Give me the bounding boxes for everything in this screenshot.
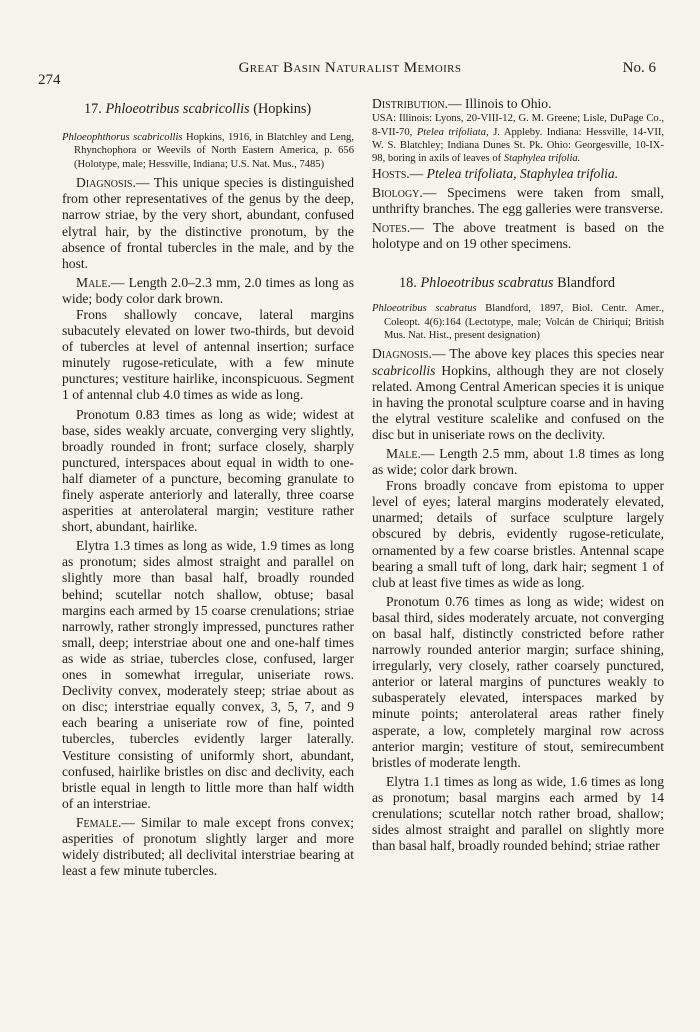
heading-number: 17. — [84, 101, 102, 117]
hosts-text: Ptelea trifoliata, Staphylea trifolia. — [426, 165, 619, 181]
left-column — [62, 100, 354, 879]
heading-species: Phloeotribus scabratus — [420, 275, 554, 292]
issue-number: No. 6 — [622, 60, 656, 76]
diagnosis-label: Diagnosis.— — [372, 346, 446, 362]
heading-species: Phloeotribus scabricollis — [105, 101, 250, 117]
male-paragraph — [372, 446, 664, 478]
male-label: Male.— — [76, 274, 125, 290]
heading-author: (Hopkins) — [253, 101, 312, 117]
male-text: Length 2.0–2.3 mm, 2.0 times as long as wide; body color dark brown. — [62, 274, 354, 306]
running-title: Great Basin Naturalist Memoirs — [238, 60, 462, 76]
heading-number: 18. — [399, 275, 417, 292]
diagnosis-text-a: The above key places this species near — [449, 346, 664, 362]
synonym-citation: Hopkins, 1916, in Blatchley and Leng, Rhynchophora or Weevils of North Eastern America, p. 656 (Holotype, male; Hessville, Indiana; U.S. Nat. Mus., 7485) — [74, 132, 354, 170]
right-column — [372, 96, 665, 854]
page-number: 274 — [38, 72, 61, 88]
hosts-label: Hosts.— — [372, 165, 424, 181]
distribution-label: Distribution.— — [372, 96, 462, 111]
synonymy — [372, 302, 664, 342]
species-heading-17 — [84, 100, 354, 119]
female-label: Female.— — [76, 814, 135, 830]
running-header — [0, 58, 700, 86]
distribution-records — [372, 112, 664, 166]
pronotum-paragraph: Pronotum 0.83 times as long as wide; widest at base, sides weakly arcuate, converging very slightly, broadly rounded in front; surface closely, sharply punctured, interspaces about equal in width to one-half diameter of a puncture, becoming granulate to finely asperate anteriorly and laterally, three coarse asperities at anterolateral margin; vestiture rather short, abundant, hairlike. — [62, 406, 354, 535]
synonymy — [62, 131, 354, 171]
synonym-name: Phloeophthorus scabricollis — [62, 132, 183, 143]
synonym-citation: Blandford, 1897, Biol. Centr. Amer., Coleopt. 4(6):164 (Lectotype, male; Volcán de Chiriquí; British Mus. Nat. Hist., present designation) — [384, 303, 664, 341]
dist-records-b: J. Appleby. Indiana: Hessville, 14-VII, W. S. Blatchley; Indiana Dunes St. Pk. Ohio: Georgesville, 10-IX-98, boring in axils of leaves of — [372, 126, 665, 165]
diagnosis-paragraph — [372, 346, 664, 443]
dist-host-a: Ptelea trifoliata, — [416, 126, 489, 138]
distribution-paragraph — [372, 96, 664, 112]
female-paragraph — [62, 815, 354, 879]
female-text: Similar to male except frons convex; asperities of pronotum slightly larger and more widely distributed; all declivital interstriae bearing at least a few minute tubercles. — [62, 814, 354, 879]
dist-host-b: Staphylea trifolia. — [503, 153, 581, 165]
biology-text: Specimens were taken from small, unthrifty branches. The egg galleries were transverse. — [372, 184, 664, 216]
species-heading-18 — [399, 274, 664, 293]
notes-text: The above treatment is based on the holotype and on 19 other specimens. — [372, 220, 665, 252]
frons-paragraph: Frons broadly concave from epistoma to upper level of eyes; lateral margins moderately elevated, unarmed; details of surface sculpture largely obscured by debris, evidently rugose-reticulate, ornamented by a few coarse bristles. Antennal scape bearing a small tuft of long, dark hair; segment 1 of club at least five times as wide as long. — [372, 478, 664, 590]
elytra-paragraph: Elytra 1.1 times as long as wide, 1.6 times as long as pronotum; basal margins each armed by 14 crenulations; scutellar notch rather broad, shallow; sides almost straight and parallel on slightly more than basal half, broadly rounded behind; striae rather — [372, 773, 664, 854]
synonym-name: Phloeotribus scabratus — [372, 303, 477, 315]
biology-label: Biology.— — [372, 184, 437, 200]
pronotum-paragraph: Pronotum 0.76 times as long as wide; widest on basal third, sides moderately arcuate, not converging on basal half, distinctly constricted before rather narrowly rounded anterior margin; surface shining, irregularly, very closely, rather coarsely punctured, anterior or lateral margins of punctures weakly to subasperately elevated, interspaces marked by minute points; anterolateral areas rather finely asperate, a low, completely marginal row across anterior margin; vestiture of stout, semirecumbent bristles of moderate length. — [372, 593, 664, 770]
diagnosis-text: This unique species is distinguished from other representatives of the genus by the deep, narrow striae, by the very short, abundant, confused elytral hair, by the distinctive pronotum, by the absence of frontal tubercles in the male, and by the host. — [62, 175, 354, 271]
diagnosis-species: scabricollis — [372, 362, 436, 378]
heading-author: Blandford — [557, 275, 616, 292]
male-paragraph — [62, 275, 354, 307]
hosts-paragraph — [372, 166, 664, 182]
frons-paragraph: Frons shallowly concave, lateral margins subacutely elevated on lower two-thirds, but devoid of tubercles at level of antennal insertion; surface minutely rugose-reticulate, with a few minute punctures; vestiture hairlike, inconspicuous. Segment 1 of antennal club 4.0 times as wide as long. — [62, 306, 354, 403]
male-label: Male.— — [386, 445, 435, 461]
notes-paragraph — [372, 220, 664, 252]
diagnosis-text-b: Hopkins, although they are not closely related. Among Central American species it is unique in having the pronotal sculpture coarse and in having the elytral vestiture scalelike and confused on the disc but in uniseriate rows on the declivity. — [372, 362, 664, 442]
elytra-paragraph: Elytra 1.3 times as long as wide, 1.9 times as long as pronotum; sides almost straight and parallel on slightly more than basal half, broadly rounded behind; scutellar notch shallow, obtuse; basal margins each armed by 15 coarse crenulations; striae narrowly, rather strongly impressed, punctures rather small, deep; interstriae about one and one-half times as wide as striae, tubercles close, confused, larger ones in somewhat irregular, uniseriate rows. Declivity convex, moderately steep; striae about as on disc; interstriae equally convex, 3, 5, 7, and 9 each bearing a uniseriate row of fine, pointed tubercles, tubercles evidently larger laterally. Vestiture consisting of uniformly short, abundant, confused, hairlike bristles on disc and declivity, each bristle equal in length to little more than half width of an interstriae. — [62, 538, 354, 811]
dist-records-a: USA: Illinois: Lyons, 20-VIII-12, G. M. Greene; Lisle, DuPage Co., 8-VII-70, — [372, 113, 664, 138]
diagnosis-paragraph — [62, 175, 354, 272]
male-text: Length 2.5 mm, about 1.8 times as long as wide; color dark brown. — [372, 445, 665, 478]
biology-paragraph — [372, 185, 664, 217]
notes-label: Notes.— — [372, 220, 424, 235]
diagnosis-label: Diagnosis.— — [76, 175, 150, 191]
distribution-text: Illinois to Ohio. — [465, 96, 552, 111]
